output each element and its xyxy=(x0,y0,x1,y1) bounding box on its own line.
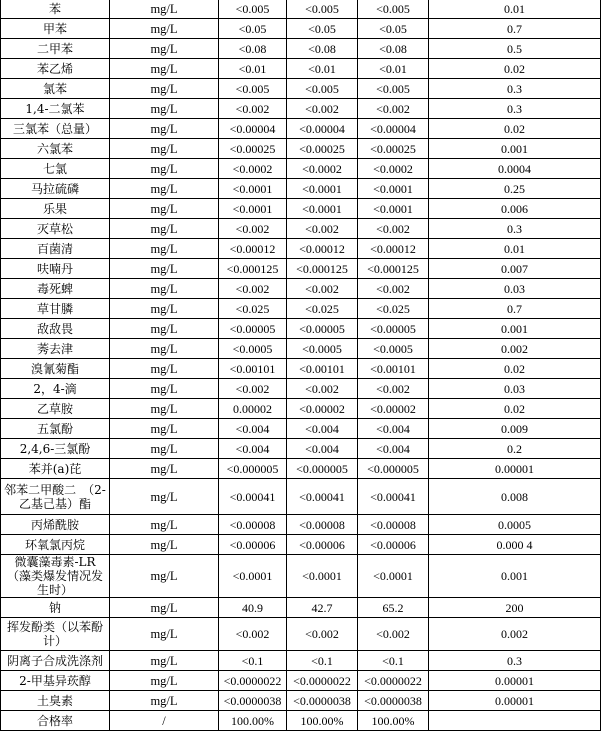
sample-2-value-cell: <0.004 xyxy=(287,439,358,459)
indicator-name-cell: 乐果 xyxy=(1,199,110,219)
sample-1-value-cell: <0.00041 xyxy=(219,479,287,515)
sample-3-value-cell: <0.08 xyxy=(358,39,429,59)
table-row xyxy=(1,419,601,439)
sample-2-value-cell: <0.1 xyxy=(287,651,358,671)
unit-cell: mg/L xyxy=(110,219,219,239)
limit-value-cell: 0.02 xyxy=(429,119,601,139)
sample-2-value-cell: <0.000125 xyxy=(287,259,358,279)
sample-3-value-cell: <0.05 xyxy=(358,19,429,39)
table-row xyxy=(1,19,601,39)
sample-1-value-cell: <0.002 xyxy=(219,379,287,399)
unit-cell: mg/L xyxy=(110,691,219,711)
sample-2-value-cell: <0.0002 xyxy=(287,159,358,179)
sample-3-value-cell: <0.000125 xyxy=(358,259,429,279)
unit-cell: mg/L xyxy=(110,299,219,319)
table-row xyxy=(1,618,601,651)
sample-1-value-cell: <0.0002 xyxy=(219,159,287,179)
sample-3-value-cell: <0.002 xyxy=(358,379,429,399)
indicator-name-cell: 丙烯酰胺 xyxy=(1,515,110,535)
sample-3-value-cell: <0.00005 xyxy=(358,319,429,339)
table-row xyxy=(1,59,601,79)
unit-cell: mg/L xyxy=(110,99,219,119)
indicator-name-cell: 氯苯 xyxy=(1,79,110,99)
unit-cell: mg/L xyxy=(110,651,219,671)
table-row xyxy=(1,239,601,259)
unit-cell: mg/L xyxy=(110,319,219,339)
sample-3-value-cell: <0.00012 xyxy=(358,239,429,259)
sample-3-value-cell: <0.0000022 xyxy=(358,671,429,691)
table-row xyxy=(1,319,601,339)
limit-value-cell: 0.001 xyxy=(429,319,601,339)
limit-value-cell: 0.02 xyxy=(429,399,601,419)
limit-value-cell: 0.00001 xyxy=(429,459,601,479)
indicator-name-cell: 五氯酚 xyxy=(1,419,110,439)
table-row xyxy=(1,379,601,399)
indicator-name-cell: 溴氰菊酯 xyxy=(1,359,110,379)
indicator-name-cell: 草甘膦 xyxy=(1,299,110,319)
unit-cell: mg/L xyxy=(110,618,219,651)
sample-2-value-cell: <0.00004 xyxy=(287,119,358,139)
sample-1-value-cell: <0.05 xyxy=(219,19,287,39)
sample-1-value-cell: <0.002 xyxy=(219,219,287,239)
limit-value-cell: 0.01 xyxy=(429,239,601,259)
sample-3-value-cell: <0.005 xyxy=(358,79,429,99)
indicator-name-cell: 苯乙烯 xyxy=(1,59,110,79)
indicator-name-cell: 马拉硫磷 xyxy=(1,179,110,199)
table-row xyxy=(1,179,601,199)
limit-value-cell: 0.007 xyxy=(429,259,601,279)
indicator-name-cell: 六氯苯 xyxy=(1,139,110,159)
table-row xyxy=(1,219,601,239)
table-row xyxy=(1,651,601,671)
sample-3-value-cell: <0.1 xyxy=(358,651,429,671)
table-row xyxy=(1,99,601,119)
sample-3-value-cell: <0.0005 xyxy=(358,339,429,359)
limit-value-cell: 0.001 xyxy=(429,555,601,598)
sample-1-value-cell: <0.0001 xyxy=(219,199,287,219)
indicator-name-cell: 挥发酚类（以苯酚计） xyxy=(1,618,110,651)
indicator-name-cell: 钠 xyxy=(1,598,110,618)
sample-1-value-cell: <0.005 xyxy=(219,0,287,19)
sample-2-value-cell: <0.025 xyxy=(287,299,358,319)
sample-1-value-cell: <0.004 xyxy=(219,419,287,439)
unit-cell: mg/L xyxy=(110,239,219,259)
indicator-name-cell: 乙草胺 xyxy=(1,399,110,419)
unit-cell: mg/L xyxy=(110,199,219,219)
sample-2-value-cell: <0.000005 xyxy=(287,459,358,479)
sample-1-value-cell: <0.0001 xyxy=(219,555,287,598)
sample-1-value-cell: 100.00% xyxy=(219,711,287,731)
unit-cell: mg/L xyxy=(110,59,219,79)
sample-3-value-cell: <0.025 xyxy=(358,299,429,319)
sample-1-value-cell: <0.0005 xyxy=(219,339,287,359)
unit-cell: mg/L xyxy=(110,419,219,439)
sample-2-value-cell: <0.0001 xyxy=(287,555,358,598)
sample-3-value-cell: 100.00% xyxy=(358,711,429,731)
limit-value-cell: 0.3 xyxy=(429,99,601,119)
sample-1-value-cell: <0.0000038 xyxy=(219,691,287,711)
table-row xyxy=(1,119,601,139)
sample-2-value-cell: <0.00006 xyxy=(287,535,358,555)
unit-cell: mg/L xyxy=(110,179,219,199)
table-row xyxy=(1,399,601,419)
indicator-name-cell: 二甲苯 xyxy=(1,39,110,59)
sample-3-value-cell: <0.00101 xyxy=(358,359,429,379)
unit-cell: mg/L xyxy=(110,19,219,39)
indicator-name-cell: 土臭素 xyxy=(1,691,110,711)
table-row xyxy=(1,159,601,179)
indicator-name-cell: 2,4,6-三氯酚 xyxy=(1,439,110,459)
sample-3-value-cell: <0.005 xyxy=(358,0,429,19)
sample-2-value-cell: <0.00005 xyxy=(287,319,358,339)
table-row xyxy=(1,279,601,299)
sample-2-value-cell: <0.05 xyxy=(287,19,358,39)
sample-3-value-cell: <0.00004 xyxy=(358,119,429,139)
table-row xyxy=(1,139,601,159)
limit-value-cell: 0.002 xyxy=(429,339,601,359)
limit-value-cell: 0.0005 xyxy=(429,515,601,535)
table-row xyxy=(1,555,601,598)
sample-3-value-cell: <0.00025 xyxy=(358,139,429,159)
sample-3-value-cell: <0.00006 xyxy=(358,535,429,555)
table-row xyxy=(1,339,601,359)
limit-value-cell: 0.01 xyxy=(429,0,601,19)
limit-value-cell: 0.0004 xyxy=(429,159,601,179)
sample-1-value-cell: 40.9 xyxy=(219,598,287,618)
sample-2-value-cell: <0.00025 xyxy=(287,139,358,159)
unit-cell: mg/L xyxy=(110,79,219,99)
limit-value-cell: 0.000 4 xyxy=(429,535,601,555)
table-row xyxy=(1,0,601,19)
sample-2-value-cell: <0.00012 xyxy=(287,239,358,259)
indicator-name-cell: 莠去津 xyxy=(1,339,110,359)
sample-2-value-cell: <0.0001 xyxy=(287,199,358,219)
sample-3-value-cell: <0.000005 xyxy=(358,459,429,479)
indicator-name-cell: 1,4-二氯苯 xyxy=(1,99,110,119)
sample-2-value-cell: <0.08 xyxy=(287,39,358,59)
indicator-name-cell: 环氧氯丙烷 xyxy=(1,535,110,555)
limit-value-cell: 0.001 xyxy=(429,139,601,159)
limit-value-cell: 0.3 xyxy=(429,79,601,99)
sample-3-value-cell: <0.00008 xyxy=(358,515,429,535)
limit-value-cell: 0.7 xyxy=(429,19,601,39)
unit-cell: mg/L xyxy=(110,339,219,359)
sample-1-value-cell: <0.0001 xyxy=(219,179,287,199)
sample-1-value-cell: <0.00006 xyxy=(219,535,287,555)
unit-cell: mg/L xyxy=(110,359,219,379)
table-row xyxy=(1,711,601,731)
sample-1-value-cell: <0.00101 xyxy=(219,359,287,379)
table-row xyxy=(1,515,601,535)
unit-cell: mg/L xyxy=(110,459,219,479)
unit-cell: mg/L xyxy=(110,598,219,618)
sample-1-value-cell: <0.00012 xyxy=(219,239,287,259)
indicator-name-cell: 七氯 xyxy=(1,159,110,179)
sample-3-value-cell: 65.2 xyxy=(358,598,429,618)
unit-cell: mg/L xyxy=(110,439,219,459)
limit-value-cell: 0.006 xyxy=(429,199,601,219)
unit-cell: mg/L xyxy=(110,0,219,19)
sample-2-value-cell: <0.00008 xyxy=(287,515,358,535)
table-row xyxy=(1,535,601,555)
unit-cell: mg/L xyxy=(110,555,219,598)
indicator-name-cell: 2-甲基异莰醇 xyxy=(1,671,110,691)
limit-value-cell: 0.00001 xyxy=(429,691,601,711)
limit-value-cell: 0.25 xyxy=(429,179,601,199)
sample-3-value-cell: <0.002 xyxy=(358,618,429,651)
unit-cell: / xyxy=(110,711,219,731)
sample-2-value-cell: <0.002 xyxy=(287,618,358,651)
sample-3-value-cell: <0.002 xyxy=(358,99,429,119)
indicator-name-cell: 苯 xyxy=(1,0,110,19)
sample-3-value-cell: <0.0001 xyxy=(358,199,429,219)
sample-1-value-cell: <0.08 xyxy=(219,39,287,59)
unit-cell: mg/L xyxy=(110,479,219,515)
limit-value-cell: 0.3 xyxy=(429,219,601,239)
sample-1-value-cell: <0.0000022 xyxy=(219,671,287,691)
unit-cell: mg/L xyxy=(110,535,219,555)
table-body xyxy=(1,0,601,731)
sample-2-value-cell: <0.002 xyxy=(287,99,358,119)
limit-value-cell: 0.00001 xyxy=(429,671,601,691)
limit-value-cell: 0.5 xyxy=(429,39,601,59)
sample-3-value-cell: <0.00041 xyxy=(358,479,429,515)
limit-value-cell: 0.002 xyxy=(429,618,601,651)
sample-2-value-cell: <0.002 xyxy=(287,279,358,299)
unit-cell: mg/L xyxy=(110,139,219,159)
sample-1-value-cell: <0.00025 xyxy=(219,139,287,159)
table-row xyxy=(1,671,601,691)
sample-1-value-cell: <0.005 xyxy=(219,79,287,99)
indicator-name-cell: 阴离子合成洗涤剂 xyxy=(1,651,110,671)
table-row xyxy=(1,79,601,99)
indicator-name-cell: 百菌清 xyxy=(1,239,110,259)
sample-2-value-cell: <0.0005 xyxy=(287,339,358,359)
sample-1-value-cell: 0.00002 xyxy=(219,399,287,419)
limit-value-cell: 0.7 xyxy=(429,299,601,319)
limit-value-cell: 0.03 xyxy=(429,279,601,299)
sample-3-value-cell: <0.004 xyxy=(358,419,429,439)
indicator-name-cell: 灭草松 xyxy=(1,219,110,239)
sample-2-value-cell: <0.002 xyxy=(287,379,358,399)
sample-3-value-cell: <0.0001 xyxy=(358,555,429,598)
unit-cell: mg/L xyxy=(110,379,219,399)
table-row xyxy=(1,39,601,59)
table-row xyxy=(1,691,601,711)
table-row xyxy=(1,459,601,479)
indicator-name-cell: 呋喃丹 xyxy=(1,259,110,279)
sample-3-value-cell: <0.002 xyxy=(358,219,429,239)
indicator-name-cell: 三氯苯（总量） xyxy=(1,119,110,139)
limit-value-cell: 0.008 xyxy=(429,479,601,515)
indicator-name-cell: 邻苯二甲酸二 （2-乙基己基）酯 xyxy=(1,479,110,515)
sample-3-value-cell: <0.0001 xyxy=(358,179,429,199)
unit-cell: mg/L xyxy=(110,39,219,59)
sample-3-value-cell: <0.01 xyxy=(358,59,429,79)
table-row xyxy=(1,259,601,279)
indicator-name-cell: 合格率 xyxy=(1,711,110,731)
sample-3-value-cell: <0.0002 xyxy=(358,159,429,179)
sample-2-value-cell: <0.00002 xyxy=(287,399,358,419)
sample-1-value-cell: <0.000125 xyxy=(219,259,287,279)
unit-cell: mg/L xyxy=(110,259,219,279)
sample-2-value-cell: <0.00101 xyxy=(287,359,358,379)
sample-2-value-cell: 100.00% xyxy=(287,711,358,731)
indicator-name-cell: 毒死蜱 xyxy=(1,279,110,299)
sample-3-value-cell: <0.0000038 xyxy=(358,691,429,711)
limit-value-cell xyxy=(429,711,601,731)
sample-1-value-cell: <0.00008 xyxy=(219,515,287,535)
indicator-name-cell: 苯并(a)芘 xyxy=(1,459,110,479)
sample-1-value-cell: <0.002 xyxy=(219,618,287,651)
indicator-name-cell: 敌敌畏 xyxy=(1,319,110,339)
sample-2-value-cell: <0.0001 xyxy=(287,179,358,199)
table-row xyxy=(1,439,601,459)
unit-cell: mg/L xyxy=(110,515,219,535)
sample-1-value-cell: <0.00005 xyxy=(219,319,287,339)
sample-2-value-cell: <0.004 xyxy=(287,419,358,439)
limit-value-cell: 0.03 xyxy=(429,379,601,399)
sample-1-value-cell: <0.002 xyxy=(219,279,287,299)
sample-2-value-cell: 42.7 xyxy=(287,598,358,618)
limit-value-cell: 0.2 xyxy=(429,439,601,459)
limit-value-cell: 0.02 xyxy=(429,59,601,79)
sample-2-value-cell: <0.005 xyxy=(287,79,358,99)
indicator-name-cell: 微囊藻毒素-LR（藻类爆发情况发生时） xyxy=(1,555,110,598)
limit-value-cell: 0.009 xyxy=(429,419,601,439)
sample-2-value-cell: <0.0000022 xyxy=(287,671,358,691)
limit-value-cell: 0.02 xyxy=(429,359,601,379)
sample-2-value-cell: <0.00041 xyxy=(287,479,358,515)
sample-1-value-cell: <0.01 xyxy=(219,59,287,79)
unit-cell: mg/L xyxy=(110,159,219,179)
unit-cell: mg/L xyxy=(110,399,219,419)
sample-1-value-cell: <0.00004 xyxy=(219,119,287,139)
indicator-name-cell: 甲苯 xyxy=(1,19,110,39)
sample-3-value-cell: <0.004 xyxy=(358,439,429,459)
sample-1-value-cell: <0.004 xyxy=(219,439,287,459)
table-row xyxy=(1,299,601,319)
sample-3-value-cell: <0.002 xyxy=(358,279,429,299)
sample-1-value-cell: <0.1 xyxy=(219,651,287,671)
unit-cell: mg/L xyxy=(110,671,219,691)
sample-1-value-cell: <0.025 xyxy=(219,299,287,319)
sample-2-value-cell: <0.005 xyxy=(287,0,358,19)
table-row xyxy=(1,598,601,618)
limit-value-cell: 200 xyxy=(429,598,601,618)
unit-cell: mg/L xyxy=(110,119,219,139)
indicator-name-cell: 2，4-滴 xyxy=(1,379,110,399)
sample-1-value-cell: <0.002 xyxy=(219,99,287,119)
limit-value-cell: 0.3 xyxy=(429,651,601,671)
sample-2-value-cell: <0.0000038 xyxy=(287,691,358,711)
sample-1-value-cell: <0.000005 xyxy=(219,459,287,479)
sample-2-value-cell: <0.01 xyxy=(287,59,358,79)
sample-3-value-cell: <0.00002 xyxy=(358,399,429,419)
table-row xyxy=(1,359,601,379)
table-row xyxy=(1,199,601,219)
unit-cell: mg/L xyxy=(110,279,219,299)
table-row xyxy=(1,479,601,515)
sample-2-value-cell: <0.002 xyxy=(287,219,358,239)
